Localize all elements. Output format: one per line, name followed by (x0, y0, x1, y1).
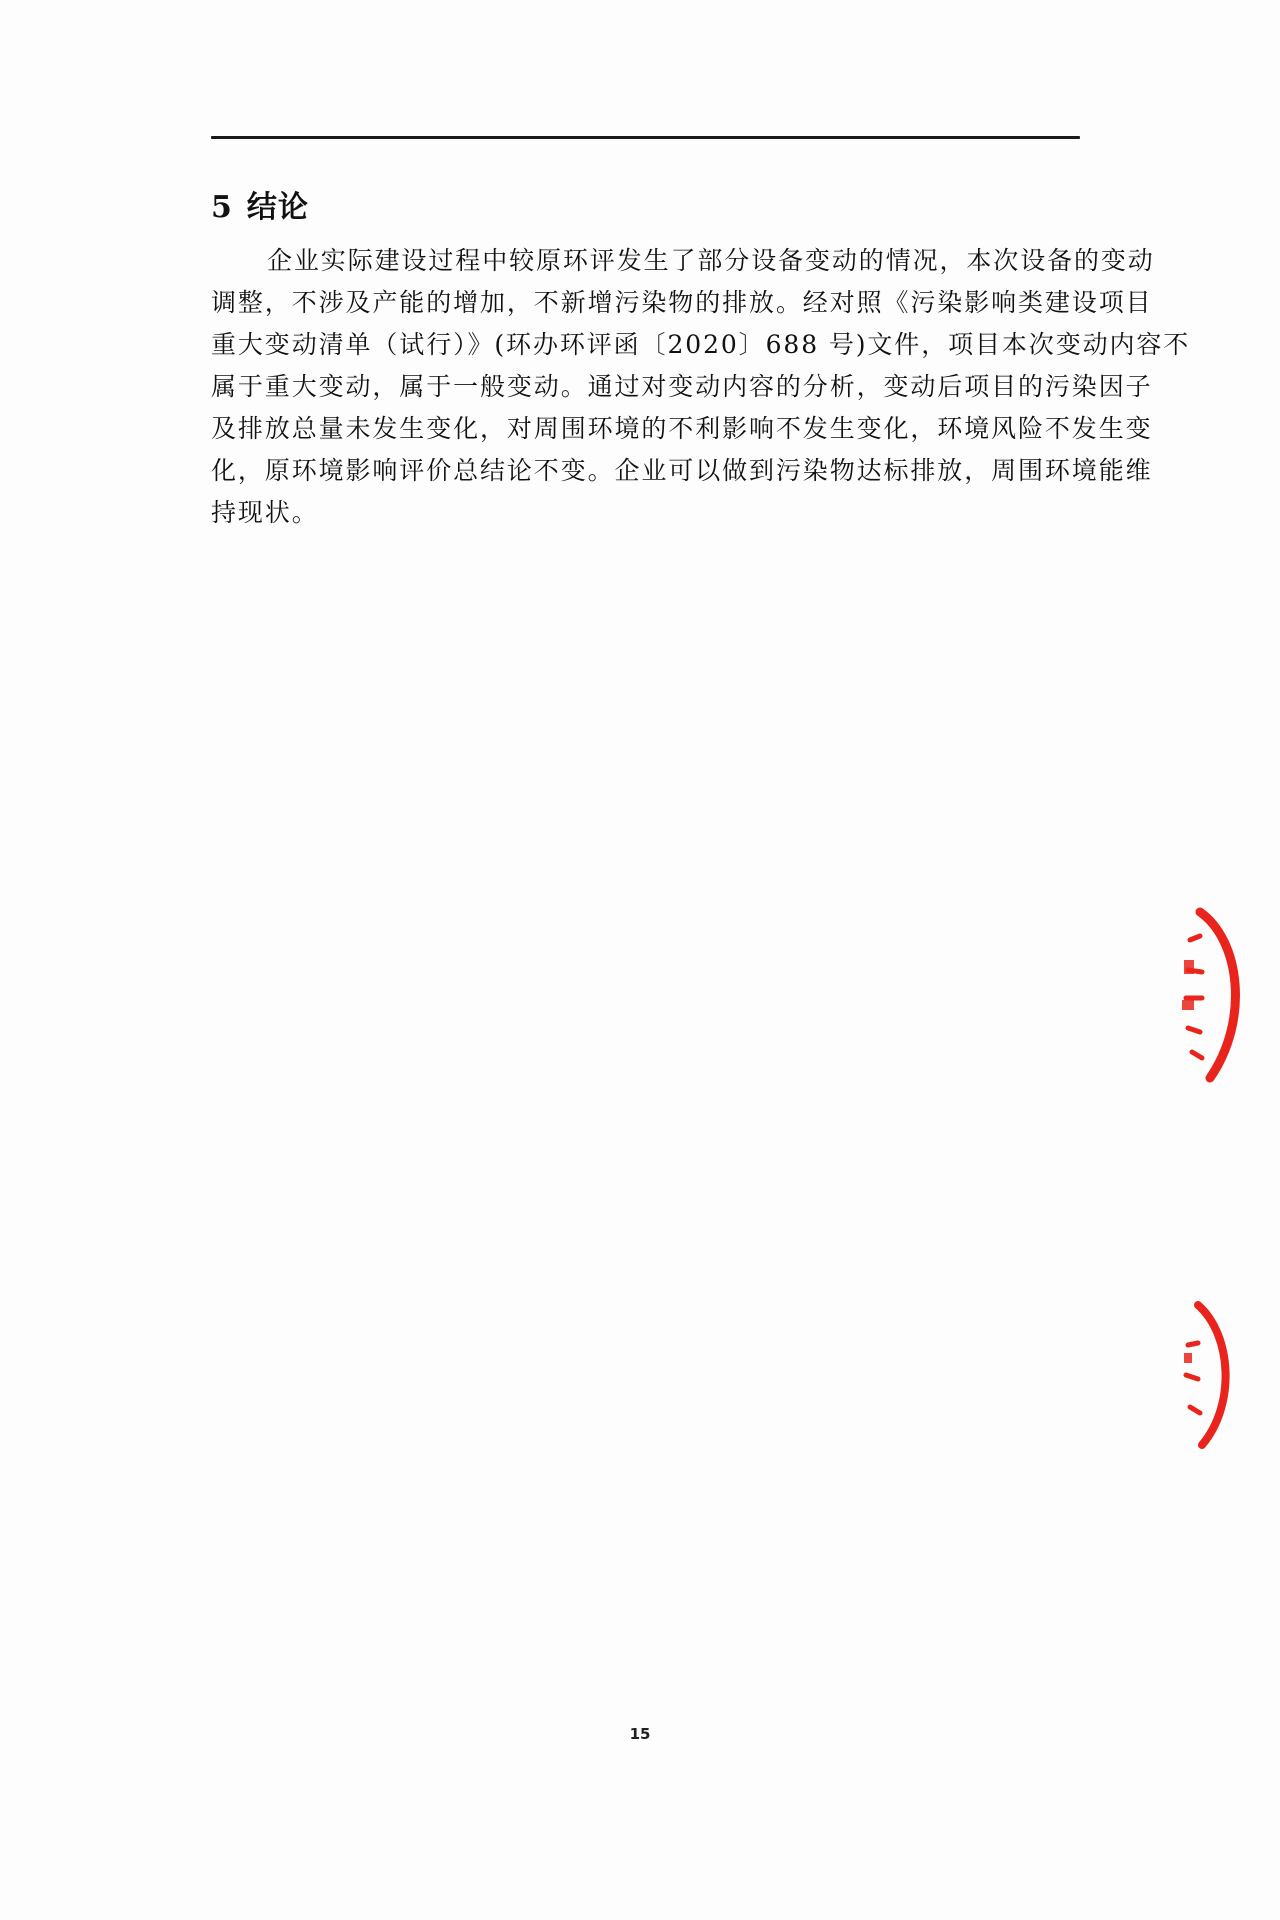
red-seal-fragment (1180, 900, 1250, 1090)
page-number: 15 (629, 1725, 651, 1743)
red-seal-fragment (1180, 1295, 1240, 1455)
paragraph-line: 重大变动清单（试行）》(环办环评函〔2020〕688 号)文件，项目本次变动内容不 (211, 330, 1191, 359)
paragraph-line: 化，原环境影响评价总结论不变。企业可以做到污染物达标排放，周围环境能维 (211, 456, 1153, 485)
paragraph-line: 企业实际建设过程中较原环评发生了部分设备变动的情况，本次设备的变动 (267, 246, 1155, 275)
section-heading (211, 190, 309, 226)
section-title: 结论 (246, 190, 309, 225)
paragraph-line: 及排放总量未发生变化，对周围环境的不利影响不发生变化，环境风险不发生变 (211, 414, 1153, 443)
section-number: 5 (211, 190, 233, 225)
paragraph-line: 调整，不涉及产能的增加，不新增污染物的排放。经对照《污染影响类建设项目 (211, 288, 1153, 317)
paragraph-line: 属于重大变动，属于一般变动。通过对变动内容的分析，变动后项目的污染因子 (211, 372, 1153, 401)
conclusion-paragraph (211, 240, 1191, 534)
paragraph-line: 持现状。 (211, 498, 319, 527)
header-rule (211, 136, 1080, 139)
